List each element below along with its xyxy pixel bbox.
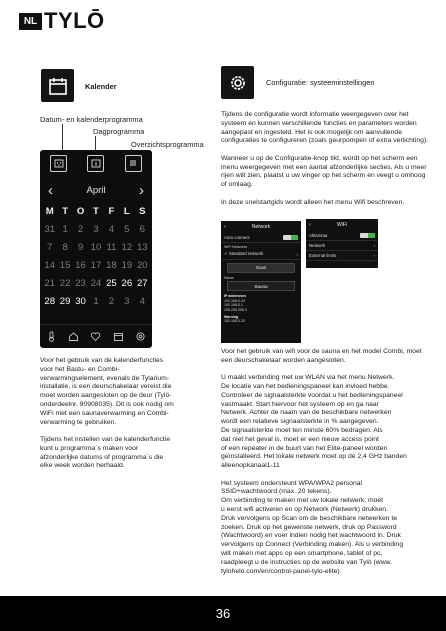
page-number: 36 [215,606,231,621]
calendar-day[interactable]: 5 [124,224,130,235]
text-line: raadpleegt u de instructies op de website van Tylö (www. [221,558,393,566]
wifi-networks-label: WiFi Networks [224,245,248,249]
calendar-day[interactable]: 3 [93,224,99,235]
wifi-title: WiFi [337,222,347,228]
day-calendar-icon [91,158,101,168]
calendar-icon [48,76,68,96]
configuration-section-icon [221,66,254,99]
standard-network-row[interactable] [221,250,301,260]
label-date-calendar-program: Datum- en kalenderprogramma [40,115,143,124]
calendar-phone-screen [40,150,152,348]
calendar-day[interactable]: 7 [47,242,53,253]
weekday-header: L [123,206,130,217]
calendar-day[interactable]: 23 [75,278,86,289]
external-limits-row[interactable] [306,251,378,261]
temperature-icon[interactable] [46,331,57,342]
text-line: Het systeem ondersteunt WPA/WPA2 personal [221,479,363,487]
chevron-right-icon: › [373,253,375,258]
calendar-program-tabs [40,150,152,176]
warning-label: Warning [224,314,239,319]
wifi-header [306,219,378,231]
label-day-program: Dagprogramma [93,127,145,136]
home-icon[interactable] [68,331,79,342]
configuration-paragraph-2: Wanneer u op de Configuratie-knop tikt, wordt op het scherm een menu weergegeven met een aantal afzonderlijke secties. Als u meer rijen wilt zien, plaatst u uw vinger op het scherm en veegt u omhoog of omlaag. [221,154,427,189]
calendar-paragraph-2: Tijdens het instellen van de kalenderfunctie kunt u programma´s maken voor afzonderlijke datums of programma´s die elke week worden herhaald. [40,435,171,470]
calendar-paragraph-1: Voor het gebruik van de kalenderfuncties voor het Bastu- en Combi-verwarmingselement, evenals de Tylarium-installatie, is een deurschakelaar vereist die moet worden aangesloten op de deur (Tylö-onderdeelnr. 90908035). Dit is ook nodig om WiFi met een saunaverwarming en Combi-verwarming te gebruiken. [40,357,174,426]
name-field[interactable]: Sauna [227,281,295,291]
name-label: Name [224,275,234,280]
network-settings-screen [221,221,301,343]
auto-connect-toggle[interactable] [283,235,298,240]
calendar-icon[interactable] [113,331,124,342]
wifi-description [221,348,431,585]
text-line: zoeken. Druk op het gewenste netwerk, druk op Password [221,523,397,531]
configuration-intro [221,111,429,216]
calendar-grid-icon [54,158,64,168]
weekday-header: T [62,206,69,217]
text-line: (Wachtwoord) en voer indien nodig het wachtwoord in. Druk [221,532,401,540]
calendar-day[interactable]: 21 [44,278,56,289]
chevron-right-icon: › [373,243,375,248]
language-badge: NL [19,13,42,30]
text-line: dat niet het geval is, moet er een nieuw access point [221,435,379,443]
calendar-day[interactable]: 26 [121,278,133,289]
calendar-day[interactable]: 9 [77,242,84,253]
text-line: vastmaakt. Start hiervoor het systeem op en ga naar [221,400,379,408]
calendar-day-grid [42,205,150,309]
ip-line: 255.255.255.0 [224,307,247,312]
ip-addresses-label: IP addresses [224,294,247,299]
external-limits-label: External limits [309,253,337,258]
calendar-day[interactable]: 29 [59,296,71,307]
text-line: De locatie van het bedieningspaneel kan invloed hebbe. [221,382,390,390]
month-navigation [40,180,152,200]
calendar-day[interactable]: 22 [59,278,71,289]
configuration-paragraph-1: Tijdens de configuratie wordt informatie weergegeven over het systeem en kunnen verschillende functies en parameters worden aangepast en ingesteld. Het is ook mogelijk om aanvullende configuraties te configureren (zoals geurpompen of extra verlichting). [221,111,429,145]
scan-button[interactable]: Scan [227,263,295,273]
text-line: Netwerk. Achter de naam van de beschikbare netwerken [221,409,392,417]
month-name: April [86,184,106,196]
brand-logo: TYLŌ [44,8,105,33]
weekday-header: S [139,206,146,217]
list-icon [128,158,138,168]
calendar-day[interactable]: 10 [90,242,102,253]
text-line: tylohelo.com/en/control-panel-tylo-elite). [221,567,342,575]
wifi-settings-screen [306,219,378,268]
text-line: Controleer de signaalsterkte voordat u het bedieningspaneel [221,391,403,399]
calendar-day[interactable]: 13 [136,242,148,253]
calendar-description [40,357,176,480]
warning-line: 192.168.0.20 [224,319,245,324]
standard-network-label: Standard network [228,251,264,257]
wifi-network-label: Network [309,243,326,248]
wifi-activate-toggle[interactable] [360,233,375,238]
calendar-day[interactable]: 20 [136,260,148,271]
calendar-day[interactable]: 11 [106,242,117,253]
network-title: Network [251,224,271,230]
text-line: geïnstalleerd. Het lokale netwerk moet op de 2,4 GHz banden [221,453,407,461]
calendar-day[interactable]: 18 [106,260,117,271]
back-arrow-icon[interactable]: ‹ [224,224,226,230]
label-overview-program: Overzichtsprogramma [131,140,204,149]
favorite-heart-icon[interactable] [90,331,101,342]
calendar-day[interactable]: 27 [136,278,148,289]
calendar-day[interactable]: 4 [108,224,115,235]
date-calendar-program-tab[interactable] [50,155,67,172]
settings-gear-icon[interactable] [135,331,146,342]
next-month-arrow-icon[interactable]: › [138,181,144,199]
checkmark-icon: ✓ [224,251,228,257]
chevron-right-icon: › [296,251,298,257]
text-line: u eerst wifi activeren en op Network (Netwerk) drukken. [221,505,388,513]
calendar-section-icon [41,69,74,102]
text-line: Om verbinding te maken met uw lokale netwerk, moet [221,497,384,505]
calendar-day[interactable]: 2 [108,296,115,307]
text-line: Druk vervolgens op Scan om de beschikbare netwerken te [221,514,398,522]
bottom-navigation-bar [40,324,152,348]
text-line: of een repeater in de buurt van het Elite-paneel worden [221,444,388,452]
overview-program-tab[interactable] [125,155,142,172]
calendar-section-title: Kalender [85,82,117,91]
calendar-day[interactable]: 31 [44,224,56,235]
calendar-day[interactable]: 30 [75,296,86,307]
text-line: SSID+wachtwoord (max. 20 tekens). [221,488,332,496]
calendar-day[interactable]: 25 [106,278,117,289]
text-line: U maakt verbinding met uw WLAN via het menu Netwerk. [221,374,395,382]
wifi-paragraph-door-switch: Voor het gebruik van wifi voor de sauna en het model Combi, moet een deurschakelaar worden aangesloten. [221,348,422,364]
calendar-day[interactable]: 1 [93,296,99,307]
calendar-day[interactable]: 24 [90,278,102,289]
calendar-day[interactable]: 8 [62,242,68,253]
back-arrow-icon[interactable]: ‹ [309,222,311,228]
configuration-paragraph-3: In deze snelstartgids wordt alleen het menu Wifi beschreven. [221,198,405,206]
ip-line: 192.168.0.1 [224,303,243,308]
calendar-day[interactable]: 15 [59,260,71,271]
calendar-day[interactable]: 4 [139,296,145,307]
wifi-activate-label: Aktiveraa [309,233,328,238]
calendar-day[interactable]: 6 [139,224,145,235]
weekday-header: T [93,206,99,217]
wifi-activate-row [306,231,378,241]
previous-month-arrow-icon[interactable]: ‹ [48,181,53,199]
text-line: wilt maken met apps op een smartphone, tablet of pc, [221,549,383,557]
wifi-connection-paragraph [221,374,431,471]
calendar-day[interactable]: 28 [44,296,56,307]
text-line: De signaalsterkte moet ten minste 60% bedragen. Als [221,426,383,434]
network-header [221,221,301,233]
gear-icon [227,72,249,94]
text-line: alleenopkanaal1-11 [221,462,280,470]
ip-line: 192.168.0.20 [224,298,245,303]
text-line: vervolgens op Connect (Verbinding maken). Als u verbinding [221,541,404,549]
calendar-day[interactable]: 19 [121,260,133,271]
auto-connect-label: Auto connect [224,235,250,240]
text-line: wordt een relatieve signaalsterkte in % aangegeven. [221,418,379,426]
weekday-header: O [76,206,85,217]
calendar-day[interactable]: 17 [90,260,102,271]
calendar-day[interactable]: 12 [121,242,133,253]
calendar-day[interactable]: 3 [124,296,130,307]
auto-connect-row [221,233,301,243]
calendar-day[interactable]: 14 [44,260,56,271]
calendar-day[interactable]: 1 [62,224,68,235]
weekday-header: F [108,206,115,217]
calendar-day[interactable]: 16 [75,260,86,271]
day-program-tab[interactable] [87,155,104,172]
wifi-network-row[interactable] [306,241,378,251]
wifi-wpa-paragraph [221,480,431,577]
weekday-header: M [45,206,54,217]
configuration-section-title: Configuratie: systeeminstellingen [266,78,375,87]
calendar-day[interactable]: 2 [77,224,84,235]
